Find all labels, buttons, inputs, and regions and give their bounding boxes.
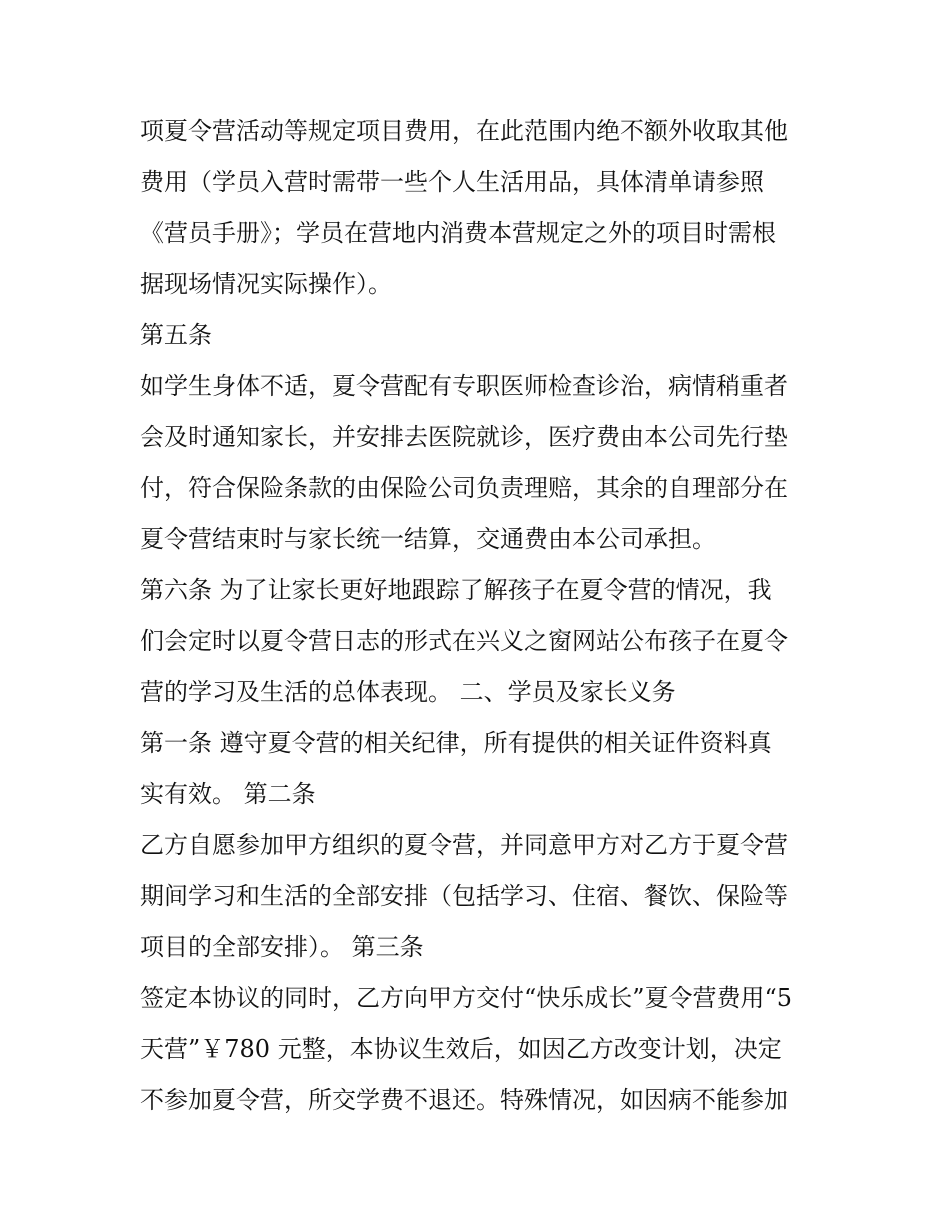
text-line: 不参加夏令营，所交学费不退还。特殊情况，如因病不能参加 bbox=[140, 1086, 788, 1114]
text-line: 费用（学员入营时需带一些个人生活用品，具体清单请参照 bbox=[140, 168, 764, 196]
text-line: 《营员手册》；学员在营地内消费本营规定之外的项目时需根 bbox=[140, 219, 776, 247]
text-line: 第六条 为了让家长更好地跟踪了解孩子在夏令营的情况，我 bbox=[140, 576, 772, 604]
text-line: 们会定时以夏令营日志的形式在兴义之窗网站公布孩子在夏令 bbox=[140, 627, 788, 655]
text-line: 营的学习及生活的总体表现。 二、学员及家长义务 bbox=[140, 678, 676, 706]
section-heading: 第五条 bbox=[140, 321, 212, 349]
text-line: 实有效。 第二条 bbox=[140, 780, 316, 808]
text-line: 第一条 遵守夏令营的相关纪律，所有提供的相关证件资料真 bbox=[140, 729, 772, 757]
text-line: 项目的全部安排）。 第三条 bbox=[140, 933, 424, 961]
text-line: 项夏令营活动等规定项目费用，在此范围内绝不额外收取其他 bbox=[140, 117, 788, 145]
text-line: 期间学习和生活的全部安排（包括学习、住宿、餐饮、保险等 bbox=[140, 882, 788, 910]
text-line: 天营”￥780 元整，本协议生效后，如因乙方改变计划，决定 bbox=[140, 1035, 782, 1063]
text-line: 乙方自愿参加甲方组织的夏令营，并同意甲方对乙方于夏令营 bbox=[140, 831, 788, 859]
document-body bbox=[140, 106, 820, 1126]
text-line: 会及时通知家长，并安排去医院就诊，医疗费由本公司先行垫 bbox=[140, 423, 788, 451]
text-line: 据现场情况实际操作）。 bbox=[140, 270, 392, 298]
text-line: 签定本协议的同时，乙方向甲方交付“快乐成长”夏令营费用“5 bbox=[140, 984, 793, 1012]
text-line: 如学生身体不适，夏令营配有专职医师检查诊治，病情稍重者 bbox=[140, 372, 788, 400]
text-line: 付，符合保险条款的由保险公司负责理赔，其余的自理部分在 bbox=[140, 474, 788, 502]
text-line: 夏令营结束时与家长统一结算，交通费由本公司承担。 bbox=[140, 525, 716, 553]
